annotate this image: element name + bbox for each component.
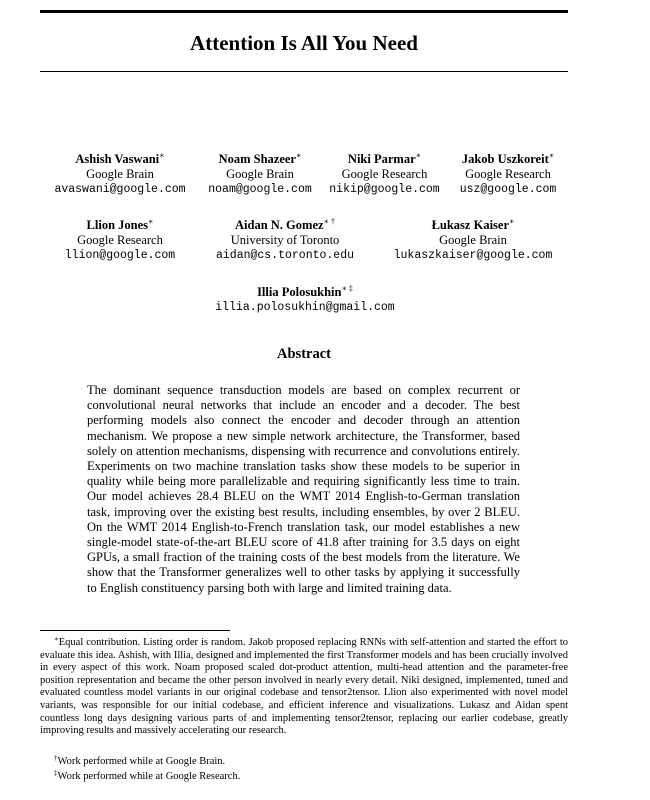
footnote-rule <box>40 630 230 631</box>
author-name: Łukasz Kaiser <box>431 218 509 232</box>
footnote-mark: ‡ <box>54 769 58 777</box>
author-block <box>378 214 568 263</box>
paper-title: Attention Is All You Need <box>190 31 418 55</box>
author-email: llion@google.com <box>64 249 176 262</box>
abstract-text: The dominant sequence transduction models are based on complex recurrent or convolutional neural networks that include an encoder and a decoder. The best performing models also connect the encoder and decoder through an attention mechanism. We propose a new simple network architecture, the Transformer, based solely on attention mechanisms, dispensing with recurrence and convolutions entirely. Experiments on two machine translation tasks show these models to be superior in quality while being more parallelizable and requiring significantly less time to train. Our model achieves 28.4 BLEU on the WMT 2014 English-to-German translation task, improving over the existing best results, including ensembles, by over 2 BLEU. On the WMT 2014 English-to-French translation task, our model establishes a new single-model state-of-the-art BLEU score of 41.8 after training for 3.5 days on eight GPUs, a small fraction of the training costs of the best models from the literature. We show that the Transformer generalizes well to other tasks by applying it successfully to English constituency parsing both with large and limited training data. <box>87 383 520 595</box>
author-affiliation: Google Brain <box>226 167 294 181</box>
author-affiliation: Google Research <box>341 167 428 181</box>
footnote-mark: † <box>54 754 58 762</box>
author-mark: ∗ <box>295 151 302 160</box>
author-name: Noam Shazeer <box>218 152 296 166</box>
author-mark: ∗ <box>159 151 165 160</box>
title-rule-bottom <box>40 71 568 72</box>
abstract-heading: Abstract <box>277 346 331 362</box>
author-affiliation: Google Research <box>77 233 163 247</box>
author-block <box>322 148 447 197</box>
author-email: illia.polosukhin@gmail.com <box>215 301 395 314</box>
author-name: Llion Jones <box>86 218 149 232</box>
footnote-equal-contribution <box>40 633 568 738</box>
author-email: lukaszkaiser@google.com <box>393 249 553 262</box>
author-affiliation: Google Brain <box>86 167 154 181</box>
author-email: usz@google.com <box>459 183 557 196</box>
author-name: Aidan N. Gomez <box>235 218 324 232</box>
author-mark: ∗ <box>548 151 555 160</box>
author-email: avaswani@google.com <box>54 183 186 196</box>
author-affiliation: University of Toronto <box>230 233 340 247</box>
author-block <box>50 214 190 263</box>
footnote-text: Work performed while at Google Brain. <box>57 756 226 767</box>
author-name: Niki Parmar <box>347 152 416 166</box>
author-affiliation: Google Brain <box>439 233 507 247</box>
author-block <box>40 148 200 197</box>
author-mark: ∗ † <box>323 217 335 226</box>
author-mark: ∗ ‡ <box>341 284 353 293</box>
author-email: noam@google.com <box>208 183 312 196</box>
author-name: Ashish Vaswani <box>75 152 160 166</box>
author-affiliation: Google Research <box>465 167 551 181</box>
author-name: Jakob Uszkoreit <box>461 152 549 166</box>
author-block <box>448 148 568 197</box>
footnote-text: Equal contribution. Listing order is random. Jakob proposed replacing RNNs with self-attention and started the effort to evaluate this idea. Ashish, with Illia, designed and implemented the first Transformer models and has been crucially involved in every aspect of this work. Noam proposed scaled dot-product attention, multi-head attention and the parameter-free position representation and became the other person involved in nearly every detail. Niki designed, implemented, tuned and evaluated countless model variants in our original codebase and tensor2tensor. Llion also experimented with novel model variants, was responsible for our initial codebase, and efficient inference and visualizations. Lukasz and Aidan spent countless long days designing various parts of and implementing tensor2tensor, replacing our earlier codebase, greatly improving results and massively accelerating our research. <box>40 637 568 737</box>
author-email: aidan@cs.toronto.edu <box>215 249 355 262</box>
author-mark: ∗ <box>415 151 422 160</box>
author-email: nikip@google.com <box>329 183 440 196</box>
author-mark: ∗ <box>509 217 515 226</box>
author-mark: ∗ <box>148 217 154 226</box>
author-name: Illia Polosukhin <box>257 285 342 299</box>
author-block <box>195 148 325 197</box>
author-block <box>200 214 370 263</box>
author-block <box>200 281 410 315</box>
title-rule-top <box>40 10 568 13</box>
footnote-text: Work performed while at Google Research. <box>57 771 241 782</box>
footnote-google-research <box>54 767 568 784</box>
footnote-mark: ∗ <box>54 635 59 643</box>
